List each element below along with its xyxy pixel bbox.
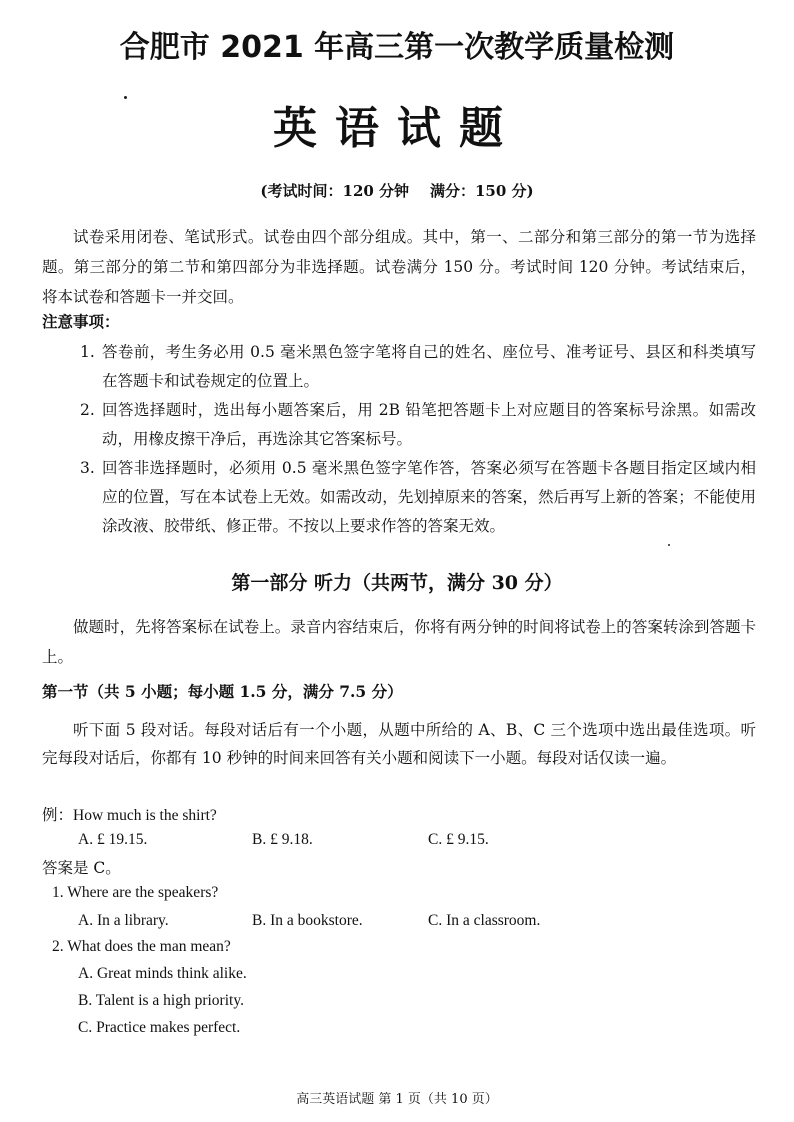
question-2	[52, 938, 231, 956]
example-answer: 答案是 C。	[42, 859, 121, 877]
option-a: A. Great minds think alike.	[78, 965, 247, 982]
note-text: 回答选择题时，选出每小题答案后，用 2B 铅笔把答题卡上对应题目的答案标号涂黑。如需改动，用橡皮擦干净后，再选涂其它答案标号。	[102, 401, 756, 448]
question-number: 1.	[52, 884, 64, 901]
example-question-text: How much is the shirt?	[73, 807, 217, 824]
question-1	[52, 884, 218, 902]
scan-speck	[668, 544, 670, 546]
note-text: 答卷前，考生务必用 0.5 毫米黑色签字笔将自己的姓名、座位号、准考证号、县区和科类填写在答题卡和试卷规定的位置上。	[102, 343, 756, 390]
notes-list	[80, 338, 756, 541]
notes-title: 注意事项：	[42, 312, 120, 331]
part-intro: 听下面 5 段对话。每段对话后有一个小题，从题中所给的 A、B、C 三个选项中选出最佳选项。听完每段对话后，你都有 10 秒钟的时间来回答有关小题和阅读下一小题。每段对话仅读一遍。	[42, 721, 756, 767]
note-number: 3.	[80, 459, 95, 477]
note-item	[80, 396, 756, 454]
exam-header-title: 合肥市 2021 年高三第一次教学质量检测	[119, 30, 675, 65]
example-prefix: 例：	[42, 806, 74, 824]
option-c: C. £ 9.15.	[428, 831, 489, 848]
note-number: 1.	[80, 343, 95, 361]
note-number: 2.	[80, 401, 95, 419]
part-title: 第一节（共 5 小题；每小题 1.5 分，满分 7.5 分）	[42, 682, 403, 701]
question-text: What does the man mean?	[67, 938, 231, 955]
exam-info: (考试时间：120 分钟 满分：150 分)	[260, 182, 534, 200]
note-item	[80, 338, 756, 396]
subject-title: 英语试题	[273, 103, 521, 154]
option-a: A. £ 19.15.	[78, 831, 148, 848]
exam-instructions: 试卷采用闭卷、笔试形式。试卷由四个部分组成。其中，第一、二部分和第三部分的第一节为选择题。第三部分的第二节和第四部分为非选择题。试卷满分 150 分。考试时间 120 分钟。考试结束后，将本试卷和答题卡一并交回。	[42, 228, 756, 306]
note-item	[80, 454, 756, 541]
option-c: C. In a classroom.	[428, 912, 541, 929]
scan-speck	[124, 96, 127, 99]
question-text: Where are the speakers?	[67, 884, 219, 901]
note-text: 回答非选择题时，必须用 0.5 毫米黑色签字笔作答，答案必须写在答题卡各题目指定区域内相应的位置，写在本试卷上无效。如需改动，先划掉原来的答案，然后再写上新的答案；不能使用涂改液、胶带纸、修正带。不按以上要求作答的答案无效。	[102, 459, 756, 535]
option-b: B. £ 9.18.	[252, 831, 313, 848]
section-title: 第一部分 听力（共两节，满分 30 分）	[231, 572, 563, 594]
option-c: C. Practice makes perfect.	[78, 1019, 241, 1036]
page-footer: 高三英语试题 第 1 页（共 10 页）	[296, 1092, 498, 1107]
question-number: 2.	[52, 938, 64, 955]
example-question	[42, 803, 217, 825]
option-b: B. In a bookstore.	[252, 912, 363, 929]
option-b: B. Talent is a high priority.	[78, 992, 244, 1009]
option-a: A. In a library.	[78, 912, 169, 929]
section-intro: 做题时，先将答案标在试卷上。录音内容结束后，你将有两分钟的时间将试卷上的答案转涂到答题卡上。	[42, 618, 756, 666]
